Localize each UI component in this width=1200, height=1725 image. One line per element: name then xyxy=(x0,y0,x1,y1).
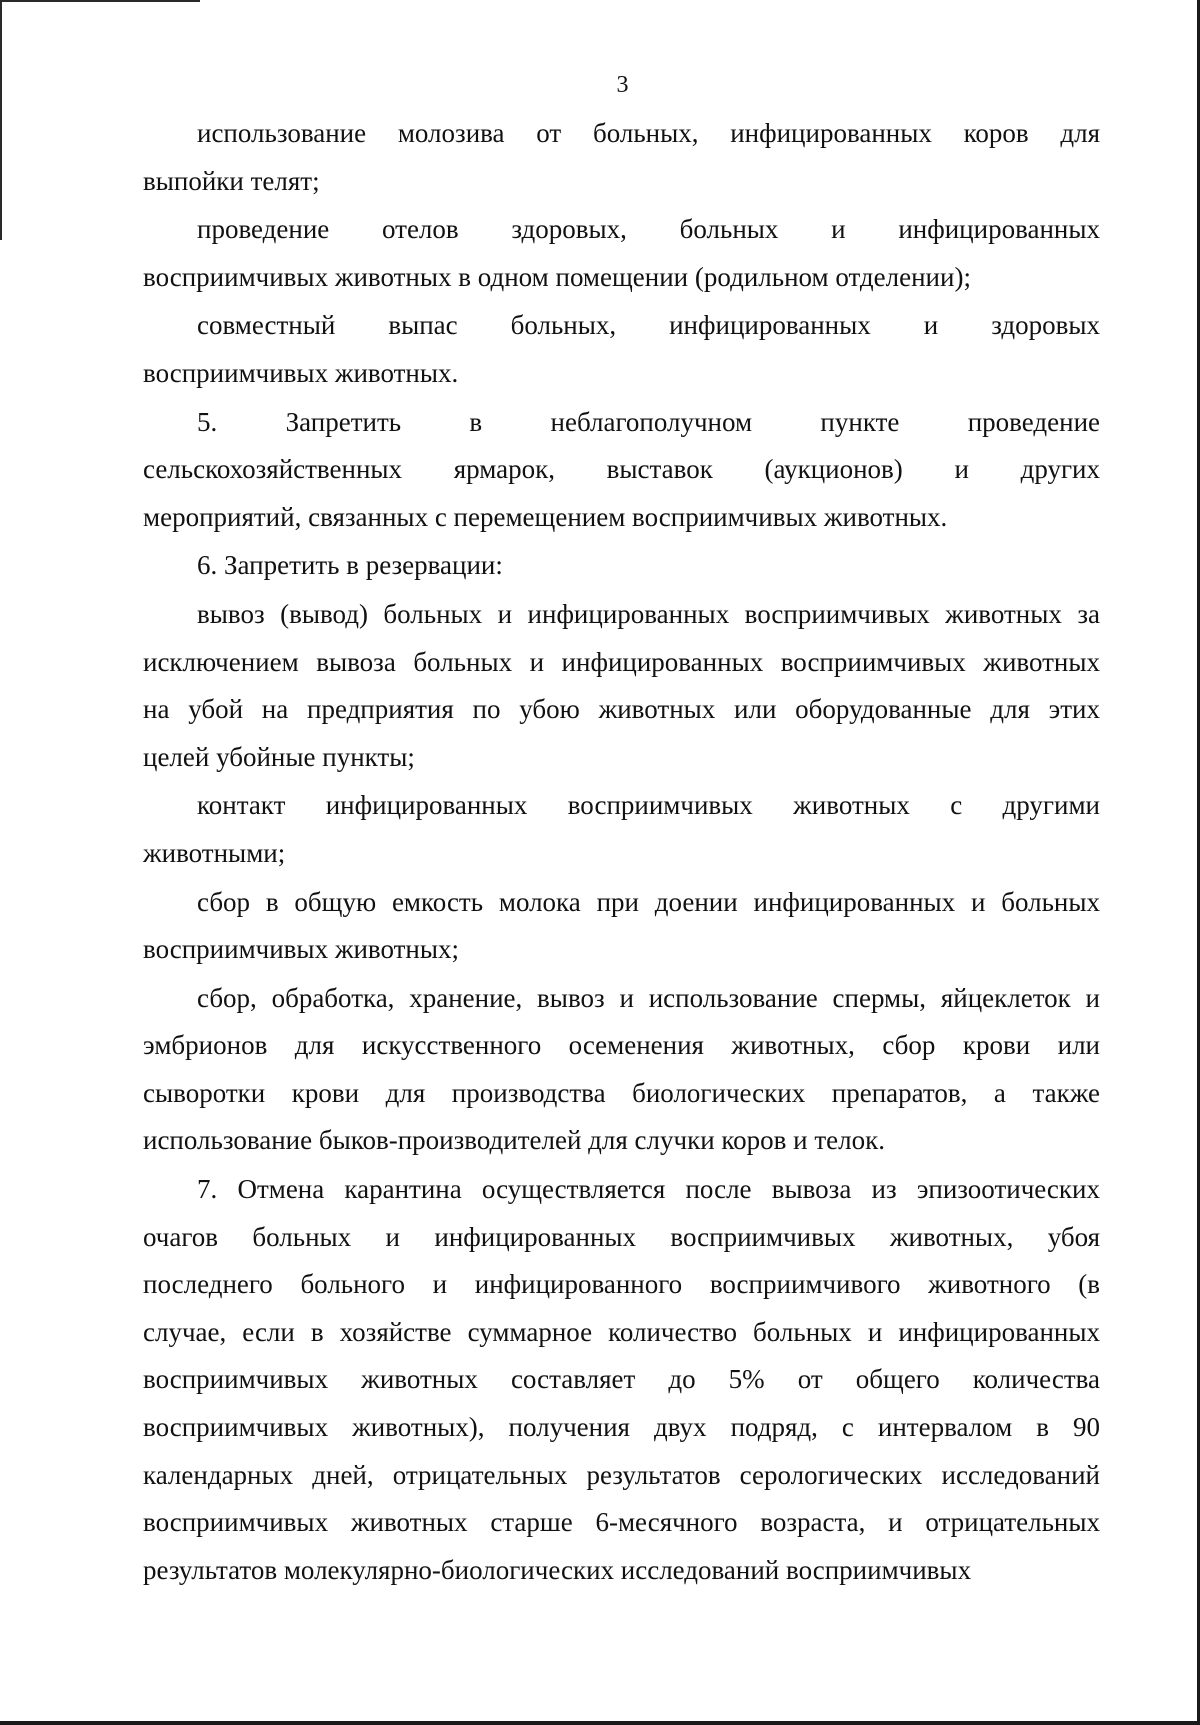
paragraph xyxy=(143,206,1100,301)
text-line: вывоз (вывод) больных и инфицированных восприимчивых животных за xyxy=(197,598,1100,629)
text-line: результатов молекулярно-биологических исследований восприимчивых xyxy=(143,1554,972,1585)
text-line: восприимчивых животных составляет до 5% от общего количества xyxy=(143,1364,1100,1395)
scan-edge-artifact xyxy=(0,0,2,240)
text-line: эмбрионов для искусственного осеменения животных, сбор крови или xyxy=(143,1030,1100,1061)
text-line: сбор в общую емкость молока при доении инфицированных и больных xyxy=(197,886,1100,917)
paragraph xyxy=(143,302,1100,397)
text-line: сельскохозяйственных ярмарок, выставок (аукционов) и других xyxy=(143,454,1100,485)
text-line: 7. Отмена карантина осуществляется после вывоза из эпизоотических xyxy=(197,1174,1100,1205)
paragraph xyxy=(143,1166,1100,1594)
text-line: восприимчивых животных старше 6-месячного возраста, и отрицательных xyxy=(143,1507,1100,1538)
paragraph xyxy=(143,975,1100,1165)
text-line: исключением вывоза больных и инфицированных восприимчивых животных xyxy=(143,646,1100,677)
text-line: сыворотки крови для производства биологических препаратов, а также xyxy=(143,1077,1100,1108)
text-line: календарных дней, отрицательных результатов серологических исследований xyxy=(143,1459,1100,1490)
text-line: проведение отелов здоровых, больных и инфицированных xyxy=(197,214,1100,245)
text-line: контакт инфицированных восприимчивых животных с другими xyxy=(197,790,1100,821)
paragraph xyxy=(143,110,1100,205)
text-line: на убой на предприятия по убою животных или оборудованные для этих xyxy=(143,694,1100,725)
text-line: последнего больного и инфицированного восприимчивого животного (в xyxy=(143,1269,1100,1300)
paragraph xyxy=(143,879,1100,974)
text-line: восприимчивых животных; xyxy=(143,934,460,965)
text-line: 6. Запретить в резервации: xyxy=(197,550,503,581)
text-line: восприимчивых животных. xyxy=(143,357,459,388)
document-body xyxy=(143,110,1100,1595)
text-line: мероприятий, связанных с перемещением восприимчивых животных. xyxy=(143,501,948,532)
paragraph xyxy=(143,591,1100,781)
text-line: использование быков-производителей для случки коров и телок. xyxy=(143,1125,885,1156)
text-line: очагов больных и инфицированных восприимчивых животных, убоя xyxy=(143,1221,1100,1252)
scan-edge-artifact xyxy=(0,1721,1200,1725)
text-line: целей убойные пункты; xyxy=(143,741,415,772)
text-line: животными; xyxy=(143,837,286,868)
text-line: 5. Запретить в неблагополучном пункте проведение xyxy=(197,406,1100,437)
text-line: использование молозива от больных, инфицированных коров для xyxy=(197,118,1100,148)
text-line: случае, если в хозяйстве суммарное количество больных и инфицированных xyxy=(143,1316,1100,1347)
text-line: восприимчивых животных в одном помещении (родильном отделении); xyxy=(143,261,971,292)
paragraph xyxy=(143,399,1100,542)
page-number: 3 xyxy=(616,72,629,98)
text-line: восприимчивых животных), получения двух подряд, с интервалом в 90 xyxy=(143,1412,1100,1443)
scan-edge-artifact xyxy=(0,0,200,2)
text-line: совместный выпас больных, инфицированных и здоровых xyxy=(197,310,1100,341)
paragraph xyxy=(143,542,1100,590)
paragraph xyxy=(143,782,1100,877)
text-line: выпойки телят; xyxy=(143,165,320,196)
text-line: сбор, обработка, хранение, вывоз и использование спермы, яйцеклеток и xyxy=(197,982,1100,1013)
